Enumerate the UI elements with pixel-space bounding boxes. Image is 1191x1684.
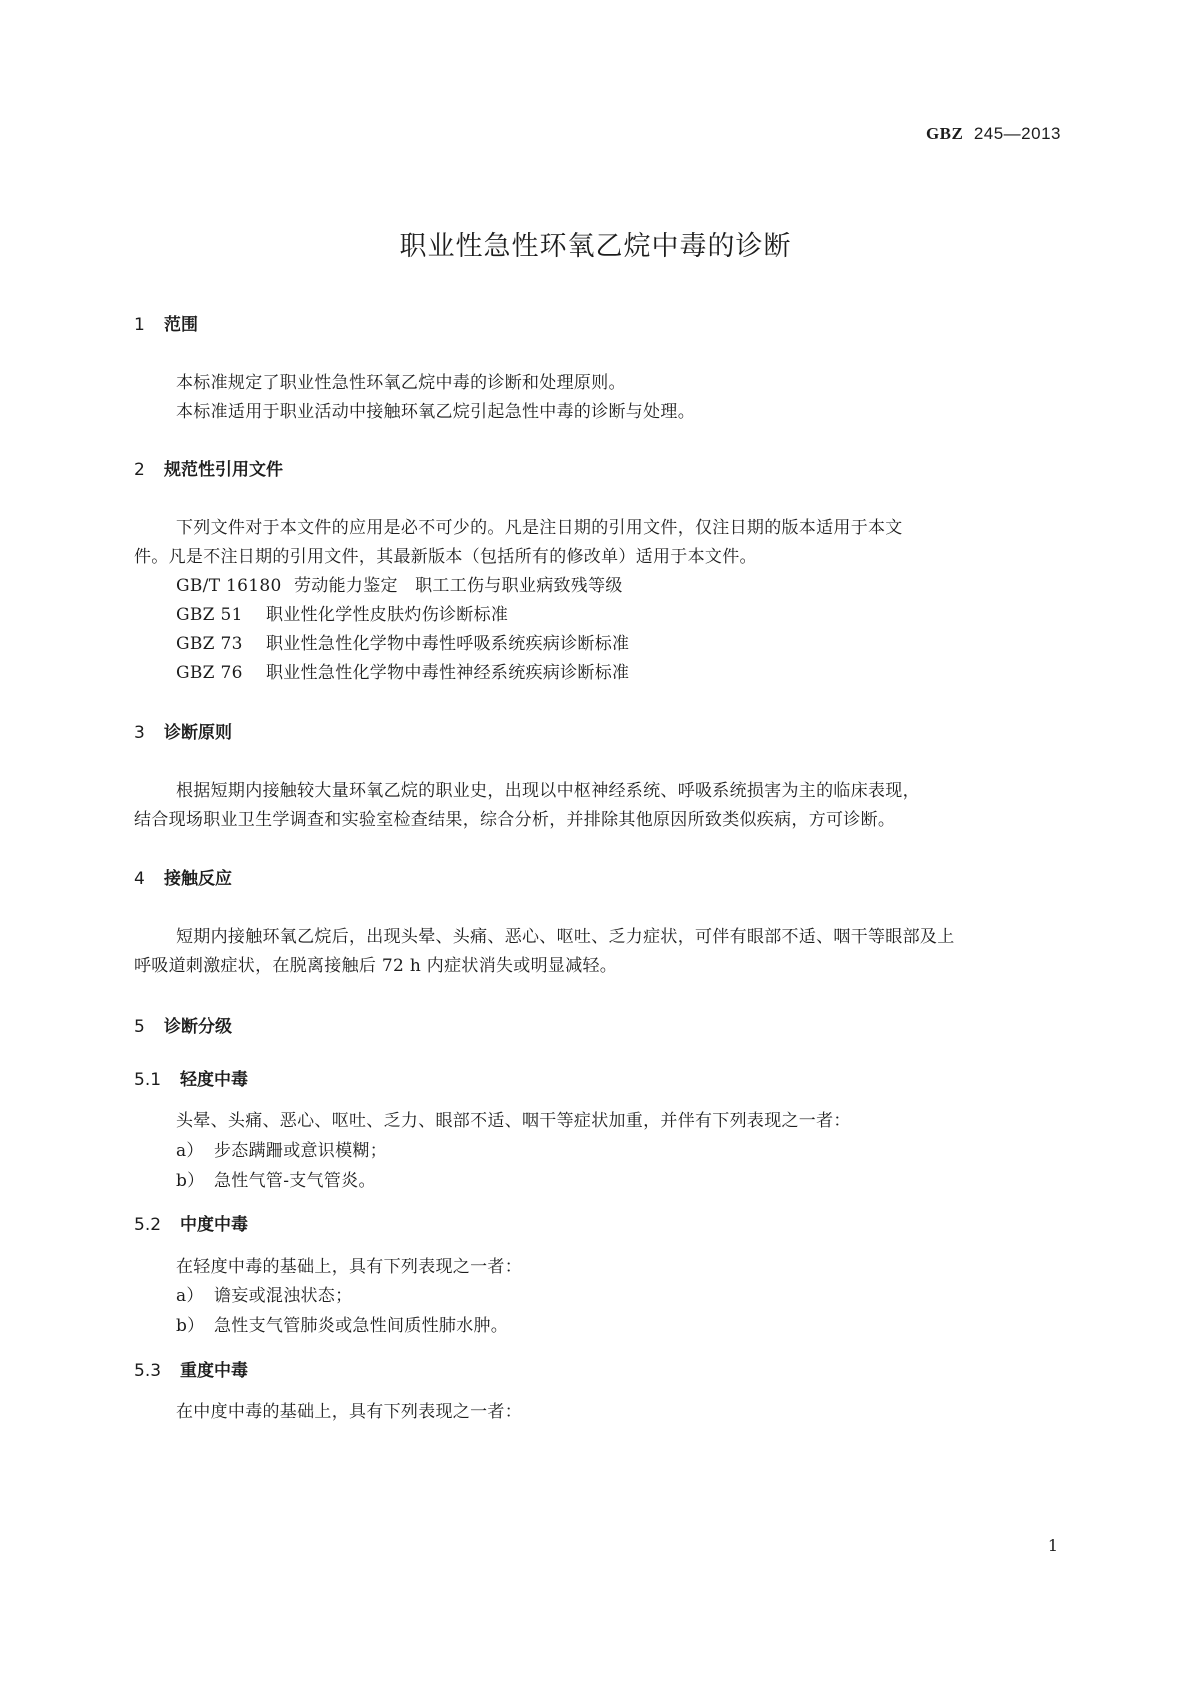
section-number: 2 bbox=[134, 460, 145, 480]
section-4-heading bbox=[134, 864, 232, 889]
paragraph-line: 头晕、头痛、恶心、呕吐、乏力、眼部不适、咽干等症状加重，并伴有下列表现之一者： bbox=[176, 1111, 851, 1131]
document-title: 职业性急性环氧乙烷中毒的诊断 bbox=[399, 231, 792, 262]
paragraph-line: 根据短期内接触较大量环氧乙烷的职业史，出现以中枢神经系统、呼吸系统损害为主的临床表现， bbox=[176, 781, 920, 801]
reference-code: GBZ 73 bbox=[176, 634, 243, 654]
section-number: 5.1 bbox=[134, 1070, 162, 1090]
section-5-heading bbox=[134, 1012, 232, 1037]
section-title: 诊断原则 bbox=[164, 723, 232, 743]
section-title: 规范性引用文件 bbox=[164, 460, 283, 480]
reference-code: GB/T 16180 bbox=[176, 576, 282, 596]
list-item bbox=[176, 1136, 387, 1161]
subsection-5-2-heading bbox=[134, 1210, 248, 1235]
paragraph-line: 结合现场职业卫生学调查和实验室检查结果，综合分析，并排除其他原因所致类似疾病，方可诊断。 bbox=[134, 810, 896, 830]
normative-reference bbox=[176, 571, 623, 596]
section-number: 5 bbox=[134, 1017, 145, 1037]
list-item bbox=[176, 1166, 376, 1191]
paragraph-line: 下列文件对于本文件的应用是必不可少的。凡是注日期的引用文件，仅注日期的版本适用于本文 bbox=[176, 518, 903, 538]
section-number: 5.2 bbox=[134, 1215, 162, 1235]
standard-number: 245—2013 bbox=[973, 124, 1061, 143]
list-text: 急性气管-支气管炎。 bbox=[214, 1171, 376, 1191]
standard-prefix: GBZ bbox=[925, 124, 964, 143]
section-3-heading bbox=[134, 718, 232, 743]
section-title: 诊断分级 bbox=[164, 1017, 232, 1037]
list-marker: b） bbox=[176, 1316, 205, 1336]
section-1-heading bbox=[134, 310, 198, 335]
reference-title: 职业性急性化学物中毒性呼吸系统疾病诊断标准 bbox=[266, 634, 630, 654]
list-text: 急性支气管肺炎或急性间质性肺水肿。 bbox=[214, 1316, 509, 1336]
subsection-5-1-heading bbox=[134, 1065, 248, 1090]
section-title: 中度中毒 bbox=[180, 1215, 248, 1235]
paragraph-line: 本标准适用于职业活动中接触环氧乙烷引起急性中毒的诊断与处理。 bbox=[176, 402, 695, 422]
paragraph-line: 在中度中毒的基础上，具有下列表现之一者： bbox=[176, 1402, 522, 1422]
normative-reference bbox=[176, 658, 629, 683]
list-marker: a） bbox=[176, 1286, 204, 1306]
list-text: 谵妄或混浊状态； bbox=[214, 1286, 353, 1306]
list-text: 步态蹒跚或意识模糊； bbox=[214, 1141, 387, 1161]
reference-code: GBZ 76 bbox=[176, 663, 243, 683]
list-item bbox=[176, 1311, 508, 1336]
paragraph-line: 本标准规定了职业性急性环氧乙烷中毒的诊断和处理原则。 bbox=[176, 373, 626, 393]
reference-title: 职业性急性化学物中毒性神经系统疾病诊断标准 bbox=[266, 663, 630, 683]
list-item bbox=[176, 1281, 352, 1306]
paragraph-line: 呼吸道刺激症状，在脱离接触后 72 h 内症状消失或明显减轻。 bbox=[134, 956, 618, 976]
section-number: 1 bbox=[134, 315, 145, 335]
page-number: 1 bbox=[1047, 1536, 1058, 1555]
list-marker: a） bbox=[176, 1141, 204, 1161]
reference-title: 职业性化学性皮肤灼伤诊断标准 bbox=[266, 605, 509, 625]
normative-reference bbox=[176, 629, 629, 654]
section-number: 4 bbox=[134, 869, 145, 889]
list-marker: b） bbox=[176, 1171, 205, 1191]
paragraph-line: 件。凡是不注日期的引用文件，其最新版本（包括所有的修改单）适用于本文件。 bbox=[134, 547, 757, 567]
section-title: 重度中毒 bbox=[180, 1361, 248, 1381]
section-title: 接触反应 bbox=[164, 869, 232, 889]
reference-code: GBZ 51 bbox=[176, 605, 243, 625]
section-title: 轻度中毒 bbox=[180, 1070, 248, 1090]
section-2-heading bbox=[134, 455, 283, 480]
standard-code-header bbox=[926, 124, 1061, 144]
section-title: 范围 bbox=[164, 315, 198, 335]
section-number: 5.3 bbox=[134, 1361, 162, 1381]
subsection-5-3-heading bbox=[134, 1356, 248, 1381]
normative-reference bbox=[176, 600, 508, 625]
reference-title: 劳动能力鉴定 职工工伤与职业病致残等级 bbox=[294, 576, 623, 596]
section-number: 3 bbox=[134, 723, 145, 743]
paragraph-line: 在轻度中毒的基础上，具有下列表现之一者： bbox=[176, 1257, 522, 1277]
paragraph-line: 短期内接触环氧乙烷后，出现头晕、头痛、恶心、呕吐、乏力症状，可伴有眼部不适、咽干等眼部及上 bbox=[176, 927, 955, 947]
